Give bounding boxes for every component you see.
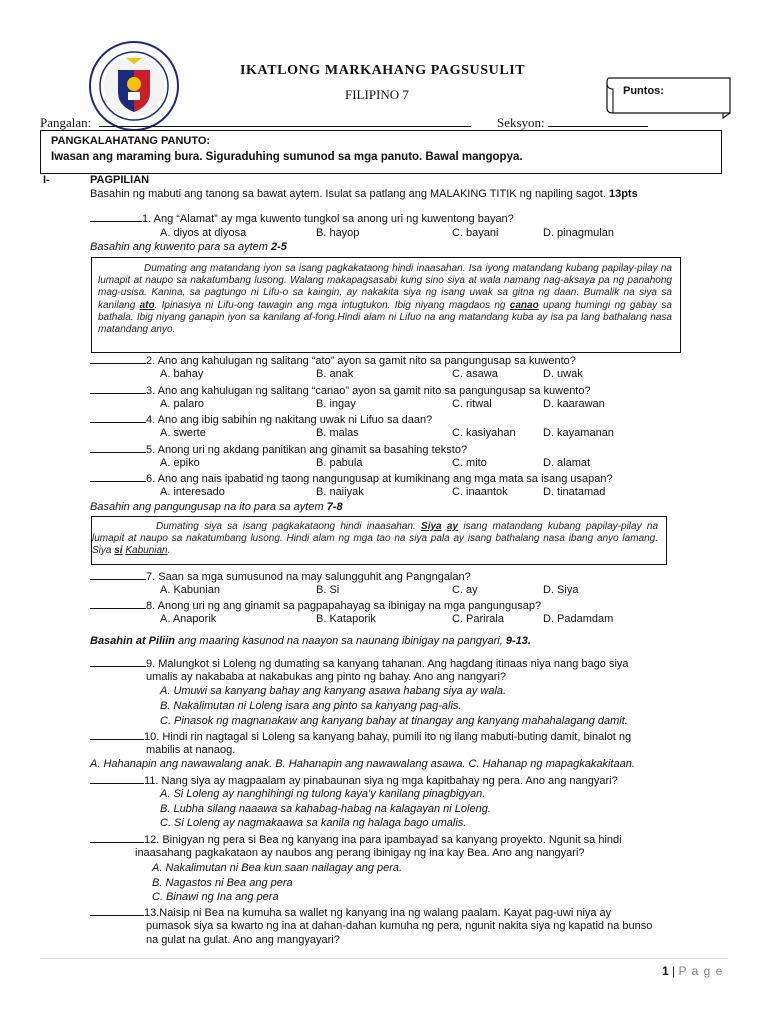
- q7-choice-d: D. Siya: [543, 584, 579, 596]
- q8-choice-d: D. Padamdam: [543, 613, 614, 625]
- answer-blank-11[interactable]: [90, 773, 144, 784]
- passage2-part3: .: [167, 545, 171, 557]
- answer-blank-5[interactable]: [90, 442, 146, 453]
- page-number: 1: [662, 964, 669, 978]
- passage2-part1: Dumating siya sa isang pagkakataong hindi inaasahan.: [156, 521, 422, 532]
- q9-choice-c: C. Pinasok ng magnanakaw ang kanyang bahay at tinangay ang kanyang mahahalagang damit.: [160, 715, 628, 727]
- page-footer: [662, 964, 723, 978]
- q13-stem-line3: na gulat na gulat. Ano ang mangyayari?: [146, 934, 340, 946]
- q4-stem: 4. Ano ang ibig sabihin ng nakitang uwak ni Lifuo sa daan?: [146, 414, 433, 426]
- q6-choice-d: D. tinatamad: [543, 486, 606, 498]
- q3-choice-a: A. palaro: [160, 398, 205, 410]
- section-blank[interactable]: [548, 114, 648, 127]
- q12-stem-line2: inaasahang pagkakataon ay naubos ang perang ibinigay ng ina kay Bea. Ano ang nangyari?: [135, 847, 585, 859]
- part-title: PAGPILIAN: [90, 174, 150, 186]
- q10-choices: A. Hahanapin ang nawawalang anak. B. Hahanapin ang nawawalang asawa. C. Hahanap ng mapagkakakitaan.: [90, 758, 635, 770]
- answer-blank-9[interactable]: [90, 656, 146, 667]
- question-4: [90, 412, 432, 426]
- q12-choice-c: C. Binawi ng Ina ang pera: [152, 891, 279, 903]
- q3-choice-b: B. ingay: [316, 398, 356, 410]
- section-row: [497, 114, 648, 131]
- footer-rule: [40, 958, 728, 959]
- q7-choice-b: B. Si: [316, 584, 340, 596]
- question-10: [90, 729, 631, 743]
- passage2-word-kabunian: Kabunian: [125, 545, 168, 557]
- q11-choice-c: C. Si Loleng ay nagmakaawa sa kanila ng halaga bago umalis.: [160, 817, 467, 829]
- question-8: [90, 598, 541, 612]
- exam-title: IKATLONG MARKAHANG PAGSUSULIT: [240, 63, 526, 78]
- q1-stem: 1. Ang “Alamat” ay mga kuwento tungkol sa anong uri ng kuwentong bayan?: [142, 213, 514, 225]
- q11-stem: 11. Nang siya ay magpaalam ay pinabaunan siya ng mga kapitbahay ng pera. Ano ang nangyari?: [144, 775, 618, 787]
- q4-choice-a: A. swerte: [160, 427, 206, 439]
- q1-choice-b: B. hayop: [316, 227, 360, 239]
- question-7: [90, 569, 471, 583]
- q11-choice-a: A. Si Loleng ay nanghihingi ng tulong kaya’y kanilang pinagbigyan.: [160, 788, 486, 800]
- q12-stem-line1: 12. Binigyan ng pera si Bea ng kanyang ina para ipambayad sa kanyang proyekto. Ngunit sa hindi: [144, 834, 622, 846]
- question-1: [90, 211, 514, 225]
- q2-choice-a: A. bahay: [160, 368, 204, 380]
- passage2-word-si: si: [114, 545, 123, 557]
- q13-stem-line1: 13.Naisip ni Bea na kumuha sa wallet ng kanyang ina ng walang paalam. Kayat pag-uwi niya ay: [144, 907, 612, 919]
- note1-text: Basahin ang kuwento para sa aytem: [90, 241, 268, 253]
- passage1-part3: upang humingi ng gabay sa bathala. Ibig niyang ganapin iyon sa kanilang af-fong.Hindi alam ni Lifuo na ang matandang kuba ay isa pa lang bathalang nasa matandang anyo.: [98, 299, 672, 336]
- instructions-heading: PANGKALAHATANG PANUTO:: [51, 135, 211, 147]
- answer-blank-4[interactable]: [90, 412, 146, 423]
- subject-label: FILIPINO 7: [345, 87, 409, 102]
- q6-stem: 6. Ano ang nais ipabatid ng taong nangungusap at kumikinang ang mga mata sa isang usapan?: [146, 473, 613, 485]
- q8-choice-a: A. Anaporik: [160, 613, 217, 625]
- q13-stem-line2: pumasok siya sa kwarto ng ina at dahan-dahan kumuha ng pera, ngunit nakita siya ng kapatid na bunso: [146, 920, 653, 932]
- passage2-note: [90, 501, 343, 513]
- q1-choice-d: D. pinagmulan: [543, 227, 614, 239]
- q5-choice-b: B. pabula: [316, 457, 363, 469]
- q10-stem-line2: mabilis at nanaog.: [146, 744, 236, 756]
- answer-blank-13[interactable]: [90, 905, 144, 916]
- answer-blank-10[interactable]: [90, 729, 144, 740]
- q8-choice-b: B. Kataporik: [316, 613, 376, 625]
- note3-rest: ang maaring kasunod na naayon sa naunang ibinigay na pangyari,: [174, 635, 506, 647]
- q7-stem: 7. Saan sa mga sumusunod na may salungguhit ang Pangngalan?: [146, 571, 471, 583]
- q8-choice-c: C. Parirala: [452, 613, 504, 625]
- q2-choice-c: C. asawa: [452, 368, 498, 380]
- passage1-part2: . Ipinasiya ni Lifu-ong tawagin ang mga intugtukon. Ibig niyang magdaos ng: [154, 299, 510, 311]
- directions-text: Basahin ng mabuti ang tanong sa bawat aytem. Isulat sa patlang ang MALAKING TITIK ng napiling sagot.: [90, 188, 606, 200]
- answer-blank-1[interactable]: [90, 211, 142, 222]
- question-2: [90, 353, 576, 367]
- q4-choice-b: B. malas: [316, 427, 359, 439]
- q1-choice-a: A. diyos at diyosa: [160, 227, 247, 239]
- q9-stem-line2: umalis ay nakababa at nakabukas ang pinto ng bahay. Ano ang nangyari?: [146, 671, 507, 683]
- passage1-part1: Dumating ang matandang iyon sa isang pagkakataong hindi inaasahan. Isa iyong matandang kubang papilay-pilay na lumapit at naupo sa nakatumbang lusong. Walang makapagsasabi kung sino siya at wala namang nag-aksaya pa ng panahong mag-usisa. Kanina, sa pagtungo ni Lifu-o sa kaingin, ay nakakita siya ng isang uwak sa gitna ng daan. Bumalik na siya sa kanilang: [98, 263, 672, 311]
- note2-text: Basahin ang pangungusap na ito para sa aytem: [90, 501, 324, 513]
- q4-choice-c: C. kasiyahan: [452, 427, 516, 439]
- name-label: Pangalan:: [40, 115, 92, 130]
- q4-choice-d: D. kayamanan: [543, 427, 614, 439]
- note1-range: 2-5: [271, 241, 287, 253]
- q5-choice-a: A. epiko: [160, 457, 200, 469]
- answer-blank-7[interactable]: [90, 569, 146, 580]
- answer-blank-12[interactable]: [90, 832, 144, 843]
- q3-choice-c: C. ritwal: [452, 398, 492, 410]
- q3-stem: 3. Ano ang kahulugan ng salitang “canao” ayon sa gamit nito sa pangungusap sa kuwento?: [146, 385, 591, 397]
- q5-stem: 5. Anong uri ng akdang panitikan ang ginamit sa basahing teksto?: [146, 444, 468, 456]
- q9-choice-b: B. Nakalimutan ni Loleng isara ang pinto sa kanyang pag-alis.: [160, 700, 462, 712]
- question-13: [90, 905, 611, 919]
- answer-blank-3[interactable]: [90, 383, 146, 394]
- q6-choice-b: B. naiiyak: [316, 486, 364, 498]
- answer-blank-2[interactable]: [90, 353, 146, 364]
- question-6: [90, 471, 613, 485]
- q8-stem: 8. Anong uri ng ang ginamit sa pagpapahayag sa ibinigay na mga pangungusap?: [146, 600, 542, 612]
- passage1-text: [98, 263, 672, 336]
- question-12: [90, 832, 622, 846]
- note3-range: 9-13.: [505, 635, 531, 647]
- name-blank[interactable]: [99, 114, 471, 127]
- q1-choice-c: C. bayani: [452, 227, 499, 239]
- q2-choice-b: B. anak: [316, 368, 354, 380]
- points-value: 13pts: [608, 188, 638, 200]
- question-5: [90, 442, 467, 456]
- q9-stem-line1: 9. Malungkot si Loleng ng dumating sa kanyang tahanan. Ang hagdang itinaas niya nang bago siya: [146, 658, 629, 670]
- q6-choice-c: C. inaantok: [452, 486, 508, 498]
- passage1-word-canao: canao: [509, 299, 539, 311]
- q12-choice-a: A. Nakalimutan ni Bea kun saan nailagay ang pera.: [152, 862, 403, 874]
- passage2-word-siya: Siya: [421, 521, 442, 532]
- q5-choice-d: D. alamat: [543, 457, 591, 469]
- answer-blank-8[interactable]: [90, 598, 146, 609]
- question-11: [90, 773, 618, 787]
- passage1-note: [90, 241, 287, 253]
- q12-choice-b: B. Nagastos ni Bea ang pera: [152, 877, 293, 889]
- q2-stem: 2. Ano ang kahulugan ng salitang “ato” ayon sa gamit nito sa pangungusap sa kuwento?: [146, 355, 576, 367]
- passage2-text: [92, 521, 658, 558]
- instructions-text: Iwasan ang maraming bura. Siguraduhing sumunod sa mga panuto. Bawal mangopya.: [51, 151, 523, 163]
- part-number: I-: [43, 174, 50, 186]
- q10-stem-line1: 10. Hindi rin nagtagal si Loleng sa kanyang bahay, pumili ito ng ilang mabuti-buting damit, binalot ng: [144, 731, 632, 743]
- q3-choice-d: D. kaarawan: [543, 398, 605, 410]
- note3-lead: Basahin at Piliin: [90, 635, 175, 647]
- q6-choice-a: A. interesado: [160, 486, 225, 498]
- q5-choice-c: C. mito: [452, 457, 487, 469]
- name-row: [40, 114, 471, 131]
- q11-choice-b: B. Lubha silang naaawa sa kahabag-habag na kalagayan ni Loleng.: [160, 803, 491, 815]
- answer-blank-6[interactable]: [90, 471, 146, 482]
- section-9-13-note: [90, 635, 531, 647]
- q9-choice-a: A. Umuwi sa kanyang bahay ang kanyang asawa habang siya ay wala.: [160, 685, 507, 697]
- question-9: [90, 656, 629, 670]
- page-label: P a g e: [678, 964, 724, 978]
- passage2-word-ay: ay: [446, 521, 459, 532]
- passage1-word-ato: ato: [139, 299, 155, 311]
- page-separator: |: [672, 964, 676, 978]
- q2-choice-d: D. uwak: [543, 368, 583, 380]
- section-label: Seksyon:: [497, 115, 545, 130]
- passage2-part2: isang matandang kubang papilay-pilay na lumapit at naupo sa nakatumbang lusong. Hindi alam ng mga tao na siya pala ay isang bathalang nasa ibang anyo lamang. Siya: [92, 521, 659, 557]
- part-directions: [90, 188, 638, 200]
- q7-choice-a: A. Kabunian: [160, 584, 220, 596]
- note2-range: 7-8: [326, 501, 343, 513]
- score-label: Puntos:: [623, 85, 664, 97]
- question-3: [90, 383, 591, 397]
- q7-choice-c: C. ay: [452, 584, 478, 596]
